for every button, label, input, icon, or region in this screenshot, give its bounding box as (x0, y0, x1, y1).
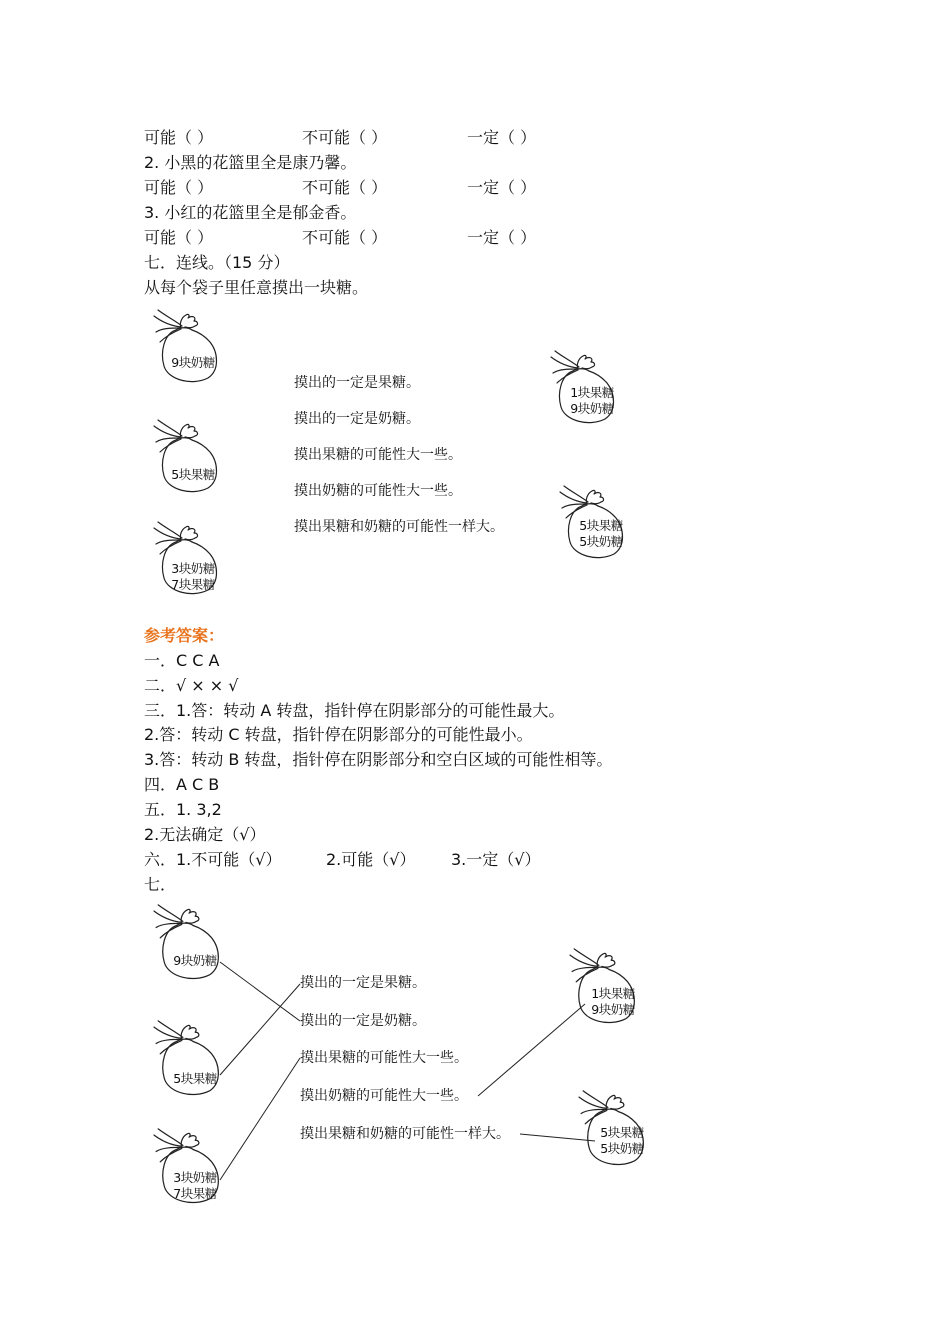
statement: 摸出的一定是奶糖。 (300, 1013, 426, 1029)
bag-label: 5块果糖 (171, 467, 215, 482)
statement: 摸出果糖和奶糖的可能性一样大。 (300, 1126, 510, 1142)
question-text: 2. 小黑的花篮里全是康乃馨。 (144, 153, 357, 172)
answer-line: 五．1. 3,2 (144, 800, 222, 819)
statement: 摸出的一定是果糖。 (294, 375, 420, 391)
statement: 摸出果糖的可能性大一些。 (294, 447, 462, 463)
answer-line: 一．C C A (144, 651, 220, 670)
bag-label: 9块奶糖 (171, 355, 215, 370)
bag-label: 3块奶糖 7块果糖 (171, 561, 215, 592)
section-instruction: 从每个袋子里任意摸出一块糖。 (144, 278, 369, 297)
bag-label: 5块果糖 (173, 1071, 217, 1086)
answer-item: 3.一定（√） (451, 850, 541, 869)
option-possible: 可能（ ） (144, 178, 214, 197)
answer-line: 2.答：转动 C 转盘，指针停在阴影部分的可能性最小。 (144, 725, 533, 744)
bag-label: 5块果糖 5块奶糖 (600, 1125, 644, 1156)
option-impossible: 不可能（ ） (302, 128, 388, 147)
answer-line: 四．A C B (144, 775, 220, 794)
bag-label: 9块奶糖 (173, 953, 217, 968)
statement: 摸出果糖和奶糖的可能性一样大。 (294, 519, 504, 535)
answer-line: 2.无法确定（√） (144, 825, 266, 844)
answer-line: 三．1.答：转动 A 转盘，指针停在阴影部分的可能性最大。 (144, 701, 565, 720)
option-certain: 一定（ ） (467, 178, 537, 197)
answer-line: 3.答：转动 B 转盘，指针停在阴影部分和空白区域的可能性相等。 (144, 750, 613, 769)
option-impossible: 不可能（ ） (302, 228, 388, 247)
question-text: 3. 小红的花篮里全是郁金香。 (144, 203, 357, 222)
connection-line (220, 962, 300, 1021)
bag-label: 1块果糖 9块奶糖 (591, 986, 635, 1017)
connection-line (478, 1004, 585, 1096)
bag-label: 5块果糖 5块奶糖 (579, 518, 623, 549)
bag-label: 1块果糖 9块奶糖 (570, 385, 614, 416)
statement: 摸出果糖的可能性大一些。 (300, 1050, 468, 1066)
answer-item: 六．1.不可能（√） (144, 850, 282, 869)
connection-line (220, 1058, 300, 1180)
bag-label: 3块奶糖 7块果糖 (173, 1170, 217, 1201)
statement: 摸出的一定是果糖。 (300, 975, 426, 991)
option-certain: 一定（ ） (467, 128, 537, 147)
answer-item: 2.可能（√） (326, 850, 416, 869)
section-heading: 七．连线。（15 分） (144, 253, 290, 272)
statement: 摸出奶糖的可能性大一些。 (300, 1088, 468, 1104)
connection-line (520, 1134, 595, 1141)
answer-line: 七． (144, 875, 177, 894)
statement: 摸出奶糖的可能性大一些。 (294, 483, 462, 499)
answer-line: 二．√ × × √ (144, 676, 239, 695)
option-impossible: 不可能（ ） (302, 178, 388, 197)
connection-line (220, 984, 300, 1075)
option-certain: 一定（ ） (467, 228, 537, 247)
option-possible: 可能（ ） (144, 228, 214, 247)
answer-title: 参考答案： (144, 626, 225, 645)
option-possible: 可能（ ） (144, 128, 214, 147)
statement: 摸出的一定是奶糖。 (294, 411, 420, 427)
